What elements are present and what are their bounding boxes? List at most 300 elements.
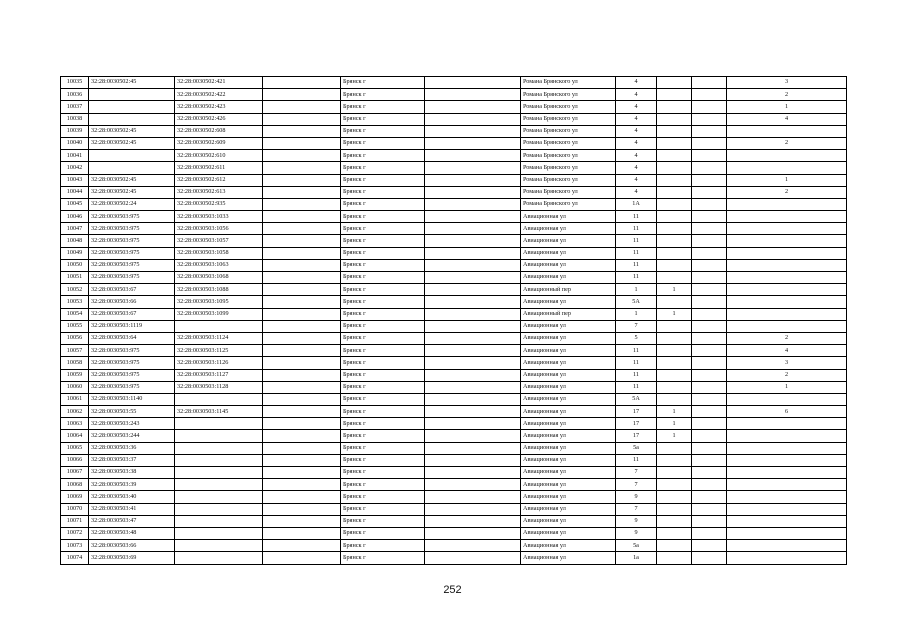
row-number-cell: 10049 <box>61 247 89 259</box>
table-row <box>61 125 847 137</box>
city-cell: Брянск г <box>341 540 425 552</box>
house-number-cell: 11 <box>616 235 657 247</box>
building-number-cell <box>657 259 692 271</box>
parcel-cadastral-number-cell: 32:28:0030503:41 <box>89 503 175 515</box>
city-cell: Брянск г <box>341 198 425 210</box>
apartment-number-cell <box>727 320 847 332</box>
district-cell <box>425 369 521 381</box>
structure-number-cell <box>692 418 727 430</box>
district-cell <box>425 77 521 89</box>
district-cell <box>425 162 521 174</box>
house-number-cell: 5А <box>616 296 657 308</box>
row-number-cell: 10064 <box>61 430 89 442</box>
city-cell: Брянск г <box>341 527 425 539</box>
parcel-cadastral-number-cell: 32:28:0030503:975 <box>89 345 175 357</box>
street-cell: Авиационная ул <box>521 393 616 405</box>
district-cell <box>425 393 521 405</box>
table-row <box>61 186 847 198</box>
row-number-cell: 10043 <box>61 174 89 186</box>
object-cadastral-number-cell <box>175 479 263 491</box>
street-cell: Авиационная ул <box>521 211 616 223</box>
region-cell <box>263 381 341 393</box>
city-cell: Брянск г <box>341 491 425 503</box>
district-cell <box>425 332 521 344</box>
house-number-cell: 1 <box>616 308 657 320</box>
row-number-cell: 10040 <box>61 137 89 149</box>
object-cadastral-number-cell: 32:28:0030502:609 <box>175 137 263 149</box>
apartment-number-cell: 1 <box>727 381 847 393</box>
house-number-cell: 7 <box>616 467 657 479</box>
structure-number-cell <box>692 406 727 418</box>
building-number-cell <box>657 113 692 125</box>
structure-number-cell <box>692 235 727 247</box>
district-cell <box>425 284 521 296</box>
parcel-cadastral-number-cell <box>89 162 175 174</box>
building-number-cell <box>657 162 692 174</box>
row-number-cell: 10044 <box>61 186 89 198</box>
house-number-cell: 11 <box>616 223 657 235</box>
house-number-cell: 9 <box>616 515 657 527</box>
apartment-number-cell: 6 <box>727 406 847 418</box>
district-cell <box>425 491 521 503</box>
row-number-cell: 10073 <box>61 540 89 552</box>
building-number-cell <box>657 393 692 405</box>
region-cell <box>263 345 341 357</box>
object-cadastral-number-cell <box>175 320 263 332</box>
object-cadastral-number-cell <box>175 515 263 527</box>
street-cell: Романа Брянского ул <box>521 89 616 101</box>
structure-number-cell <box>692 479 727 491</box>
district-cell <box>425 552 521 564</box>
building-number-cell <box>657 467 692 479</box>
table-row <box>61 393 847 405</box>
apartment-number-cell: 1 <box>727 174 847 186</box>
city-cell: Брянск г <box>341 332 425 344</box>
parcel-cadastral-number-cell: 32:28:0030502:24 <box>89 198 175 210</box>
structure-number-cell <box>692 552 727 564</box>
district-cell <box>425 211 521 223</box>
street-cell: Романа Брянского ул <box>521 137 616 149</box>
city-cell: Брянск г <box>341 308 425 320</box>
table-row <box>61 77 847 89</box>
region-cell <box>263 393 341 405</box>
table-row <box>61 113 847 125</box>
house-number-cell: 1а <box>616 552 657 564</box>
parcel-cadastral-number-cell: 32:28:0030503:66 <box>89 540 175 552</box>
table-row <box>61 454 847 466</box>
district-cell <box>425 296 521 308</box>
parcel-cadastral-number-cell: 32:28:0030503:48 <box>89 527 175 539</box>
city-cell: Брянск г <box>341 296 425 308</box>
apartment-number-cell <box>727 491 847 503</box>
street-cell: Романа Брянского ул <box>521 186 616 198</box>
object-cadastral-number-cell: 32:28:0030502:421 <box>175 77 263 89</box>
district-cell <box>425 113 521 125</box>
building-number-cell <box>657 369 692 381</box>
region-cell <box>263 272 341 284</box>
region-cell <box>263 296 341 308</box>
street-cell: Авиационная ул <box>521 406 616 418</box>
table-row <box>61 357 847 369</box>
building-number-cell <box>657 454 692 466</box>
building-number-cell <box>657 89 692 101</box>
table-row <box>61 296 847 308</box>
parcel-cadastral-number-cell: 32:28:0030503:37 <box>89 454 175 466</box>
region-cell <box>263 357 341 369</box>
apartment-number-cell <box>727 259 847 271</box>
table-row <box>61 418 847 430</box>
apartment-number-cell <box>727 284 847 296</box>
apartment-number-cell <box>727 235 847 247</box>
region-cell <box>263 89 341 101</box>
house-number-cell: 7 <box>616 479 657 491</box>
table-row <box>61 442 847 454</box>
house-number-cell: 4 <box>616 150 657 162</box>
table-row <box>61 284 847 296</box>
table-row <box>61 247 847 259</box>
city-cell: Брянск г <box>341 442 425 454</box>
row-number-cell: 10039 <box>61 125 89 137</box>
table-row <box>61 552 847 564</box>
house-number-cell: 11 <box>616 272 657 284</box>
table-row <box>61 162 847 174</box>
street-cell: Авиационная ул <box>521 272 616 284</box>
building-number-cell <box>657 186 692 198</box>
district-cell <box>425 345 521 357</box>
apartment-number-cell <box>727 308 847 320</box>
table-body <box>61 77 847 565</box>
house-number-cell: 5 <box>616 332 657 344</box>
table-row <box>61 406 847 418</box>
region-cell <box>263 418 341 430</box>
object-cadastral-number-cell: 32:28:0030502:422 <box>175 89 263 101</box>
region-cell <box>263 515 341 527</box>
object-cadastral-number-cell: 32:28:0030502:426 <box>175 113 263 125</box>
apartment-number-cell <box>727 162 847 174</box>
apartment-number-cell: 2 <box>727 186 847 198</box>
city-cell: Брянск г <box>341 125 425 137</box>
structure-number-cell <box>692 137 727 149</box>
table-row <box>61 503 847 515</box>
cadastral-registry-table <box>60 76 847 565</box>
parcel-cadastral-number-cell: 32:28:0030503:975 <box>89 381 175 393</box>
street-cell: Авиационная ул <box>521 320 616 332</box>
parcel-cadastral-number-cell: 32:28:0030503:36 <box>89 442 175 454</box>
region-cell <box>263 174 341 186</box>
region-cell <box>263 320 341 332</box>
region-cell <box>263 467 341 479</box>
house-number-cell: 4 <box>616 186 657 198</box>
region-cell <box>263 150 341 162</box>
parcel-cadastral-number-cell: 32:28:0030503:69 <box>89 552 175 564</box>
district-cell <box>425 442 521 454</box>
object-cadastral-number-cell: 32:28:0030503:1057 <box>175 235 263 247</box>
street-cell: Романа Брянского ул <box>521 113 616 125</box>
parcel-cadastral-number-cell <box>89 150 175 162</box>
building-number-cell <box>657 503 692 515</box>
row-number-cell: 10037 <box>61 101 89 113</box>
parcel-cadastral-number-cell: 32:28:0030503:1119 <box>89 320 175 332</box>
region-cell <box>263 308 341 320</box>
row-number-cell: 10048 <box>61 235 89 247</box>
parcel-cadastral-number-cell: 32:28:0030502:45 <box>89 77 175 89</box>
city-cell: Брянск г <box>341 284 425 296</box>
structure-number-cell <box>692 527 727 539</box>
apartment-number-cell: 2 <box>727 332 847 344</box>
house-number-cell: 4 <box>616 162 657 174</box>
object-cadastral-number-cell: 32:28:0030502:608 <box>175 125 263 137</box>
parcel-cadastral-number-cell: 32:28:0030503:38 <box>89 467 175 479</box>
structure-number-cell <box>692 259 727 271</box>
structure-number-cell <box>692 503 727 515</box>
house-number-cell: 4 <box>616 137 657 149</box>
district-cell <box>425 515 521 527</box>
district-cell <box>425 454 521 466</box>
object-cadastral-number-cell <box>175 418 263 430</box>
city-cell: Брянск г <box>341 137 425 149</box>
region-cell <box>263 552 341 564</box>
house-number-cell: 4 <box>616 77 657 89</box>
parcel-cadastral-number-cell: 32:28:0030503:67 <box>89 284 175 296</box>
street-cell: Романа Брянского ул <box>521 125 616 137</box>
region-cell <box>263 430 341 442</box>
row-number-cell: 10035 <box>61 77 89 89</box>
table-row <box>61 479 847 491</box>
row-number-cell: 10041 <box>61 150 89 162</box>
city-cell: Брянск г <box>341 357 425 369</box>
house-number-cell: 9 <box>616 491 657 503</box>
district-cell <box>425 467 521 479</box>
structure-number-cell <box>692 345 727 357</box>
parcel-cadastral-number-cell <box>89 89 175 101</box>
parcel-cadastral-number-cell: 32:28:0030503:39 <box>89 479 175 491</box>
district-cell <box>425 150 521 162</box>
parcel-cadastral-number-cell: 32:28:0030502:45 <box>89 137 175 149</box>
district-cell <box>425 223 521 235</box>
apartment-number-cell <box>727 125 847 137</box>
structure-number-cell <box>692 186 727 198</box>
house-number-cell: 1 <box>616 284 657 296</box>
structure-number-cell <box>692 296 727 308</box>
object-cadastral-number-cell: 32:28:0030503:1095 <box>175 296 263 308</box>
street-cell: Авиационная ул <box>521 552 616 564</box>
building-number-cell <box>657 357 692 369</box>
city-cell: Брянск г <box>341 393 425 405</box>
row-number-cell: 10051 <box>61 272 89 284</box>
city-cell: Брянск г <box>341 320 425 332</box>
region-cell <box>263 235 341 247</box>
city-cell: Брянск г <box>341 211 425 223</box>
row-number-cell: 10066 <box>61 454 89 466</box>
building-number-cell <box>657 235 692 247</box>
structure-number-cell <box>692 174 727 186</box>
object-cadastral-number-cell: 32:28:0030503:1127 <box>175 369 263 381</box>
district-cell <box>425 235 521 247</box>
street-cell: Романа Брянского ул <box>521 198 616 210</box>
house-number-cell: 11 <box>616 259 657 271</box>
apartment-number-cell: 2 <box>727 137 847 149</box>
district-cell <box>425 137 521 149</box>
object-cadastral-number-cell <box>175 467 263 479</box>
city-cell: Брянск г <box>341 345 425 357</box>
table-row <box>61 198 847 210</box>
street-cell: Романа Брянского ул <box>521 162 616 174</box>
row-number-cell: 10067 <box>61 467 89 479</box>
structure-number-cell <box>692 198 727 210</box>
row-number-cell: 10052 <box>61 284 89 296</box>
city-cell: Брянск г <box>341 186 425 198</box>
district-cell <box>425 174 521 186</box>
structure-number-cell <box>692 113 727 125</box>
street-cell: Авиационная ул <box>521 332 616 344</box>
district-cell <box>425 381 521 393</box>
building-number-cell <box>657 540 692 552</box>
region-cell <box>263 223 341 235</box>
region-cell <box>263 406 341 418</box>
building-number-cell <box>657 174 692 186</box>
object-cadastral-number-cell: 32:28:0030503:1124 <box>175 332 263 344</box>
apartment-number-cell <box>727 503 847 515</box>
row-number-cell: 10072 <box>61 527 89 539</box>
structure-number-cell <box>692 211 727 223</box>
city-cell: Брянск г <box>341 272 425 284</box>
city-cell: Брянск г <box>341 503 425 515</box>
house-number-cell: 11 <box>616 381 657 393</box>
apartment-number-cell <box>727 479 847 491</box>
table-row <box>61 540 847 552</box>
region-cell <box>263 259 341 271</box>
building-number-cell <box>657 527 692 539</box>
region-cell <box>263 454 341 466</box>
region-cell <box>263 503 341 515</box>
street-cell: Авиационная ул <box>521 259 616 271</box>
street-cell: Авиационная ул <box>521 235 616 247</box>
house-number-cell: 4 <box>616 113 657 125</box>
apartment-number-cell <box>727 467 847 479</box>
structure-number-cell <box>692 332 727 344</box>
table-row <box>61 467 847 479</box>
street-cell: Авиационная ул <box>521 357 616 369</box>
row-number-cell: 10045 <box>61 198 89 210</box>
street-cell: Авиационная ул <box>521 503 616 515</box>
district-cell <box>425 540 521 552</box>
city-cell: Брянск г <box>341 174 425 186</box>
row-number-cell: 10060 <box>61 381 89 393</box>
apartment-number-cell <box>727 211 847 223</box>
district-cell <box>425 89 521 101</box>
street-cell: Романа Брянского ул <box>521 101 616 113</box>
house-number-cell: 17 <box>616 430 657 442</box>
apartment-number-cell <box>727 454 847 466</box>
object-cadastral-number-cell: 32:28:0030503:1099 <box>175 308 263 320</box>
region-cell <box>263 198 341 210</box>
table-row <box>61 515 847 527</box>
structure-number-cell <box>692 515 727 527</box>
structure-number-cell <box>692 284 727 296</box>
structure-number-cell <box>692 162 727 174</box>
structure-number-cell <box>692 357 727 369</box>
parcel-cadastral-number-cell: 32:28:0030503:975 <box>89 259 175 271</box>
table-row <box>61 430 847 442</box>
building-number-cell <box>657 515 692 527</box>
apartment-number-cell <box>727 272 847 284</box>
object-cadastral-number-cell: 32:28:0030503:1145 <box>175 406 263 418</box>
apartment-number-cell <box>727 515 847 527</box>
apartment-number-cell <box>727 247 847 259</box>
row-number-cell: 10053 <box>61 296 89 308</box>
row-number-cell: 10042 <box>61 162 89 174</box>
city-cell: Брянск г <box>341 247 425 259</box>
row-number-cell: 10071 <box>61 515 89 527</box>
street-cell: Авиационная ул <box>521 369 616 381</box>
region-cell <box>263 540 341 552</box>
house-number-cell: 1А <box>616 198 657 210</box>
parcel-cadastral-number-cell: 32:28:0030503:67 <box>89 308 175 320</box>
region-cell <box>263 137 341 149</box>
row-number-cell: 10038 <box>61 113 89 125</box>
region-cell <box>263 125 341 137</box>
table-row <box>61 272 847 284</box>
city-cell: Брянск г <box>341 259 425 271</box>
district-cell <box>425 198 521 210</box>
table-row <box>61 491 847 503</box>
building-number-cell <box>657 137 692 149</box>
street-cell: Авиационная ул <box>521 467 616 479</box>
object-cadastral-number-cell: 32:28:0030503:1125 <box>175 345 263 357</box>
city-cell: Брянск г <box>341 235 425 247</box>
street-cell: Авиационный пер <box>521 308 616 320</box>
city-cell: Брянск г <box>341 150 425 162</box>
table-row <box>61 527 847 539</box>
house-number-cell: 4 <box>616 174 657 186</box>
object-cadastral-number-cell: 32:28:0030503:1088 <box>175 284 263 296</box>
parcel-cadastral-number-cell: 32:28:0030503:40 <box>89 491 175 503</box>
district-cell <box>425 125 521 137</box>
district-cell <box>425 272 521 284</box>
apartment-number-cell <box>727 552 847 564</box>
region-cell <box>263 113 341 125</box>
house-number-cell: 11 <box>616 369 657 381</box>
house-number-cell: 17 <box>616 406 657 418</box>
district-cell <box>425 479 521 491</box>
building-number-cell <box>657 332 692 344</box>
apartment-number-cell <box>727 442 847 454</box>
parcel-cadastral-number-cell <box>89 101 175 113</box>
street-cell: Авиационная ул <box>521 454 616 466</box>
house-number-cell: 7 <box>616 320 657 332</box>
apartment-number-cell <box>727 393 847 405</box>
region-cell <box>263 491 341 503</box>
district-cell <box>425 308 521 320</box>
building-number-cell <box>657 125 692 137</box>
row-number-cell: 10059 <box>61 369 89 381</box>
table-row <box>61 235 847 247</box>
table-row <box>61 259 847 271</box>
table-row <box>61 137 847 149</box>
city-cell: Брянск г <box>341 552 425 564</box>
apartment-number-cell: 4 <box>727 113 847 125</box>
apartment-number-cell <box>727 198 847 210</box>
structure-number-cell <box>692 150 727 162</box>
table-row <box>61 381 847 393</box>
table-row <box>61 174 847 186</box>
house-number-cell: 17 <box>616 418 657 430</box>
parcel-cadastral-number-cell <box>89 113 175 125</box>
row-number-cell: 10058 <box>61 357 89 369</box>
table-row <box>61 320 847 332</box>
row-number-cell: 10063 <box>61 418 89 430</box>
region-cell <box>263 442 341 454</box>
